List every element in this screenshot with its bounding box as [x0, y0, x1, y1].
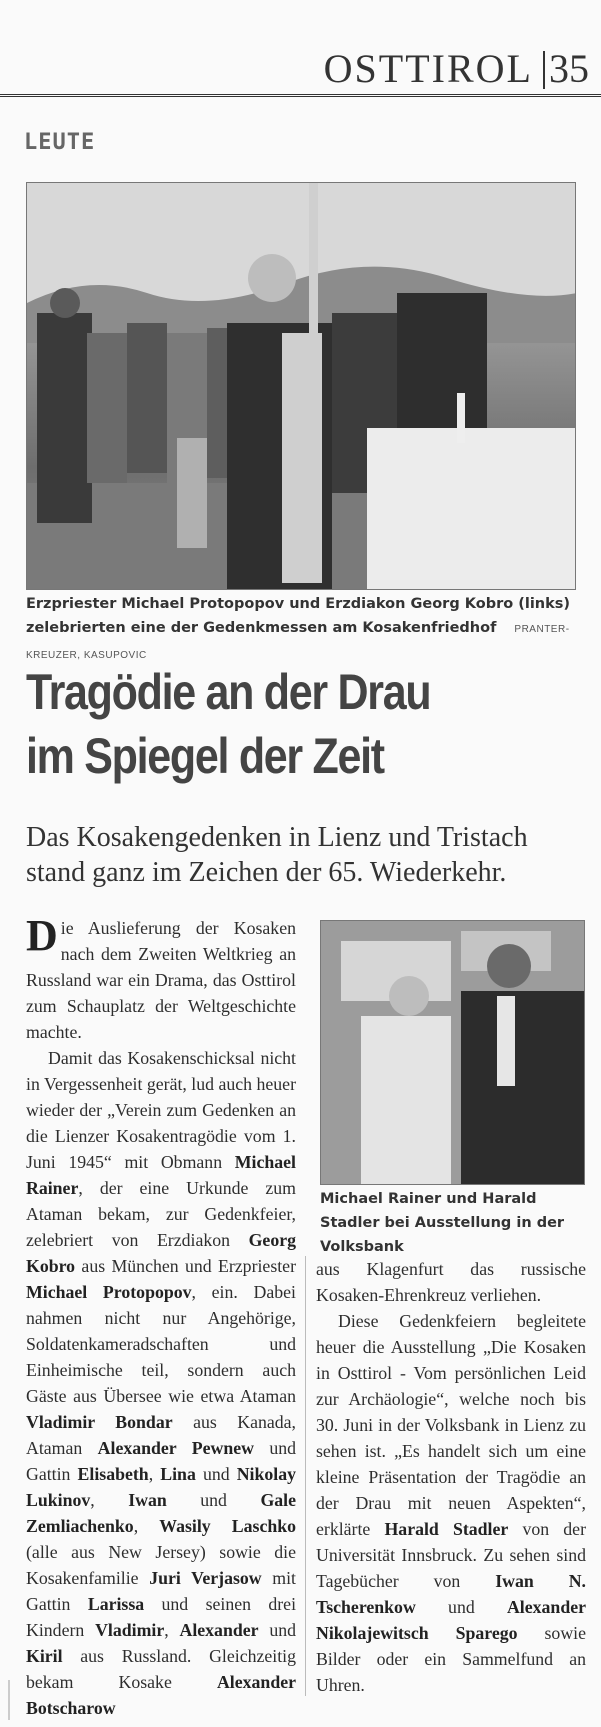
text: , ein. Dabei nahmen nicht nur Angehörige, Soldatenkameradschaften und Einheimische teil, sondern auch Gäste aus Übersee wie etwa Ataman	[26, 1282, 296, 1406]
paragraph-exhibition	[316, 1308, 586, 1698]
paragraph-event	[26, 1045, 296, 1721]
text: von der Universität Innsbruck. Zu sehen sind Tagebücher von	[316, 1519, 586, 1591]
column-divider	[305, 1256, 306, 1696]
person-name: Vladimir Bondar	[26, 1412, 173, 1432]
photo-exhibition	[320, 920, 585, 1185]
section-title: OSTTIROL	[323, 46, 533, 91]
article-column-1	[26, 911, 297, 1721]
photo-credit: PRANTER-KREUZER, KASUPOVIC	[26, 624, 570, 661]
photo-exhibition-image	[321, 921, 585, 1185]
person-name: Iwan N. Tscherenkow	[316, 1571, 587, 1617]
person-name: Harald Stadler	[384, 1519, 509, 1539]
person-name: Georg Kobro	[26, 1230, 296, 1276]
text: ,	[90, 1490, 129, 1510]
person-name: Michael Rainer	[26, 1152, 296, 1198]
text: mit Gattin	[26, 1568, 296, 1614]
header-divider	[543, 51, 545, 89]
article-headline	[26, 660, 508, 788]
person-name: Larissa	[87, 1594, 145, 1614]
paragraph-award-end	[316, 1256, 586, 1308]
article-subheadline: Das Kosakengedenken in Lienz und Tristach stand ganz im Zeichen der 65. Wiederkehr.	[26, 822, 528, 888]
text: Damit das Kosakenschicksal nicht in Vergessenheit gerät, lud auch heuer wieder der „Verein zum Gedenken an die Lienzer Kosakentragödie vom 1. Juni 1945“ mit Obmann	[26, 1048, 296, 1172]
photo-memorial-mass-caption	[26, 592, 586, 668]
caption-text: Erzpriester Michael Protopopov und Erzdiakon Georg Kobro (links) zelebrierten eine der Gedenkmessen am Kosakenfriedhof	[26, 596, 571, 636]
person-name: Wasily Laschko	[159, 1516, 297, 1536]
text: und	[195, 1464, 237, 1484]
text: aus Klagenfurt das russische Kosaken-Ehrenkreuz verliehen.	[316, 1259, 586, 1305]
text: und	[258, 1620, 296, 1640]
person-name: Vladimir	[95, 1620, 165, 1640]
text: und seinen drei Kindern	[26, 1594, 297, 1640]
person-name: Juri Verjasow	[149, 1568, 262, 1588]
headline-line-2: im Spiegel der Zeit	[26, 728, 384, 784]
text: und	[166, 1490, 261, 1510]
text: ,	[148, 1464, 161, 1484]
photo-exhibition-caption: Michael Rainer und Harald Stadler bei Ausstellung in der Volksbank	[320, 1191, 565, 1255]
text: ,	[164, 1620, 180, 1640]
photo-memorial-mass-image	[27, 183, 576, 590]
person-name: Elisabeth	[77, 1464, 149, 1484]
person-name: Alexander Pewnew	[97, 1438, 254, 1458]
page-header	[0, 45, 601, 97]
text: Diese Gedenkfeiern begleitete heuer die Ausstellung „Die Kosaken in Osttirol - Vom persönlichen Leid zur Archäologie“, welche noch bis 30. Juni in der Volksbank in Lienz zu sehen ist. „Es handelt sich um eine kleine Präsentation der Tragödie an der Drau mit neuen Aspekten“, erklärte	[316, 1311, 586, 1539]
text: und	[415, 1597, 507, 1617]
headline-line-1: Tragödie an der Drau	[26, 664, 431, 720]
paragraph-text: ie Auslieferung der Kosaken nach dem Zweiten Weltkrieg an Russland war ein Drama, das Osttirol zum Schauplatz der Weltgeschichte machte.	[26, 918, 296, 1042]
text: sowie Bilder oder ein Sammelfund an Uhren.	[316, 1623, 586, 1695]
text: aus Kanada, Ataman	[26, 1412, 296, 1458]
photo-memorial-mass	[26, 182, 576, 590]
rubric-label: LEUTE	[24, 130, 96, 155]
paragraph-intro	[26, 911, 296, 1045]
text: , der eine Urkunde zum Ataman bekam, zur Gedenkfeier, zelebriert von Erzdiakon	[26, 1178, 296, 1250]
person-name: Michael Protopopov	[26, 1282, 192, 1302]
person-name: Alexander Botscharow	[26, 1672, 296, 1718]
person-name: Nikolay Lukinov	[26, 1464, 297, 1510]
page-number: 35	[549, 46, 589, 91]
text: ,	[133, 1516, 160, 1536]
person-name: Lina	[160, 1464, 196, 1484]
person-name: Kiril	[26, 1646, 63, 1666]
text: aus Russland. Gleichzeitig bekam Kosake	[26, 1646, 296, 1692]
person-name: Alexander	[179, 1620, 259, 1640]
article-column-2	[316, 1256, 586, 1698]
person-name: Iwan	[128, 1490, 167, 1510]
text: aus München und Erzpriester	[75, 1256, 296, 1276]
person-name: Alexander Nikolajewitsch Sparego	[316, 1597, 586, 1643]
text: und Gattin	[26, 1438, 297, 1484]
dropcap: D	[26, 911, 58, 960]
person-name: Gale Zemliachenko	[26, 1490, 296, 1536]
scan-edge	[8, 1680, 10, 1720]
text: (alle aus New Jersey) sowie die Kosakenfamilie	[26, 1542, 296, 1588]
